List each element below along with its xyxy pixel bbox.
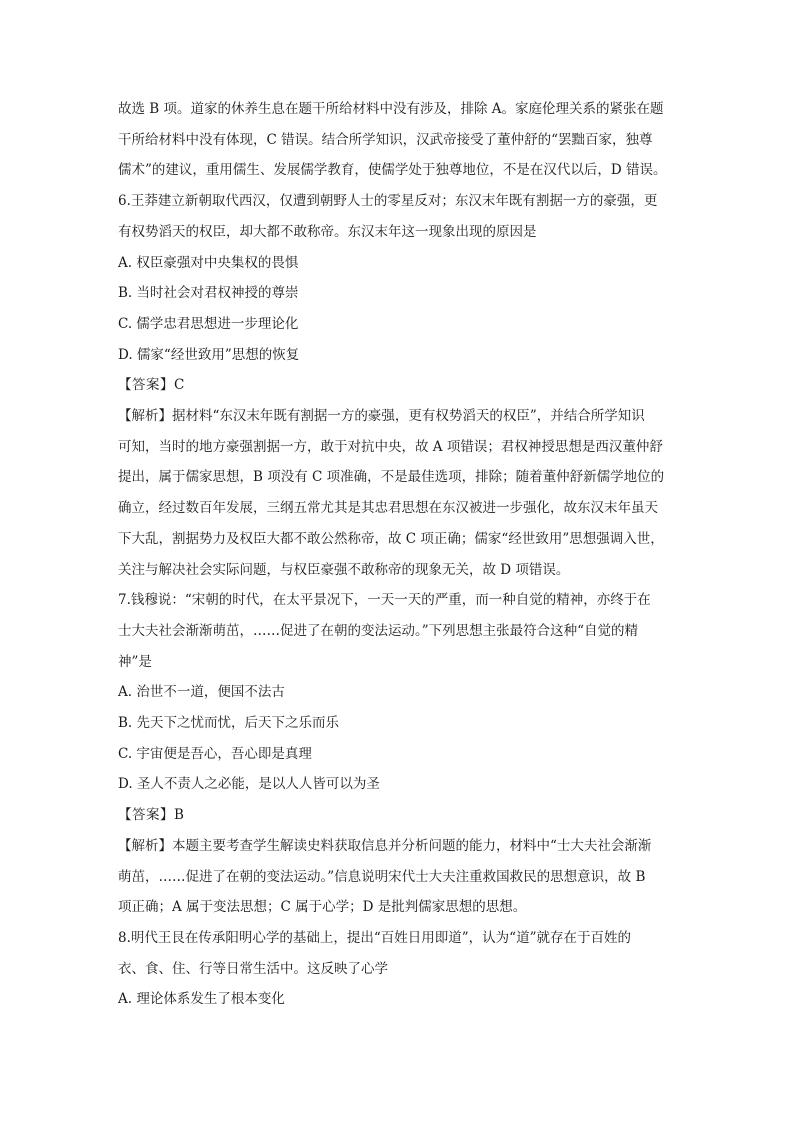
q8-option-a: A. 理论体系发生了根本变化 bbox=[118, 991, 285, 1008]
q7-option-b: B. 先天下之忧而忧，后天下之乐而乐 bbox=[118, 715, 340, 732]
q7-stem-line-1: 7.钱穆说：“宋朝的时代，在太平景况下，一天一天的严重，而一种自觉的精神，亦终于在 bbox=[118, 592, 651, 609]
q6-option-b: B. 当时社会对君权神授的尊崇 bbox=[118, 285, 299, 302]
q7-stem-line-3: 神”是 bbox=[118, 653, 152, 670]
q6-option-d: D. 儒家“经世致用”思想的恢复 bbox=[118, 346, 300, 363]
q6-explanation-line-3: 提出，属于儒家思想，B 项没有 C 项准确，不是最佳选项，排除；随着董仲舒新儒学地位的 bbox=[118, 469, 665, 486]
q7-option-a: A. 治世不一道，便国不法古 bbox=[118, 684, 285, 701]
q6-option-c: C. 儒学忠君思想进一步理论化 bbox=[118, 315, 299, 332]
q7-explanation-line-1: 【解析】本题主要考查学生解读史料获取信息并分析问题的能力，材料中“士大夫社会渐渐 bbox=[118, 837, 652, 854]
q6-explanation-line-6: 关注与解决社会实际问题，与权臣豪强不敢称帝的现象无关，故 D 项错误。 bbox=[118, 561, 570, 578]
q7-explanation-line-3: 项正确；A 属于变法思想；C 属于心学；D 是批判儒家思想的思想。 bbox=[118, 899, 527, 916]
q7-stem-line-2: 士大夫社会渐渐萌茁，……促进了在朝的变法运动。”下列思想主张最符合这种“自觉的精 bbox=[118, 622, 639, 639]
q6-explanation-line-1: 【解析】据材料“东汉末年既有割据一方的豪强，更有权势滔天的权臣”，并结合所学知识 bbox=[118, 408, 645, 425]
q5-explanation-line-2: 干所给材料中没有体现，C 错误。结合所学知识，汉武帝接受了董仲舒的“罢黜百家，独尊 bbox=[118, 131, 653, 148]
q7-explanation-line-2: 萌茁，……促进了在朝的变法运动。”信息说明宋代士大夫注重救国救民的思想意识，故 B bbox=[118, 868, 646, 885]
q6-stem-line-1: 6.王莽建立新朝取代西汉，仅遭到朝野人士的零星反对；东汉末年既有割据一方的豪强，更 bbox=[118, 193, 658, 210]
q6-explanation-line-4: 确立，经过数百年发展，三纲五常尤其是其忠君思想在东汉被进一步强化，故东汉末年虽天 bbox=[118, 500, 658, 517]
q7-option-d: D. 圣人不责人之必能，是以人人皆可以为圣 bbox=[118, 776, 380, 793]
q6-explanation-line-2: 可知，当时的地方豪强割据一方，敢于对抗中央，故 A 项错误；君权神授思想是西汉董仲舒 bbox=[118, 438, 663, 455]
q6-answer: 【答案】C bbox=[118, 377, 185, 394]
q5-explanation-line-3: 儒术”的建议，重用儒生、发展儒学教育，使儒学处于独尊地位，不是在汉代以后，D 错误。 bbox=[118, 162, 667, 179]
q6-explanation-line-5: 下大乱，割据势力及权臣大都不敢公然称帝，故 C 项正确；儒家“经世致用”思想强调入世， bbox=[118, 530, 664, 547]
q7-option-c: C. 宇宙便是吾心，吾心即是真理 bbox=[118, 745, 312, 762]
q7-answer: 【答案】B bbox=[118, 807, 185, 824]
q8-stem-line-1: 8.明代王艮在传承阳明心学的基础上，提出“百姓日用即道”，认为“道”就存在于百姓的 bbox=[118, 929, 631, 946]
q5-explanation-line-1: 故选 B 项。道家的休养生息在题干所给材料中没有涉及，排除 A。家庭伦理关系的紧张在题 bbox=[118, 101, 664, 117]
document-body bbox=[118, 94, 678, 1015]
q8-stem-line-2: 衣、食、住、行等日常生活中。这反映了心学 bbox=[118, 960, 388, 977]
q6-option-a: A. 权臣豪强对中央集权的畏惧 bbox=[118, 254, 299, 271]
q6-stem-line-2: 有权势滔天的权臣，却大都不敢称帝。东汉末年这一现象出现的原因是 bbox=[118, 223, 537, 240]
